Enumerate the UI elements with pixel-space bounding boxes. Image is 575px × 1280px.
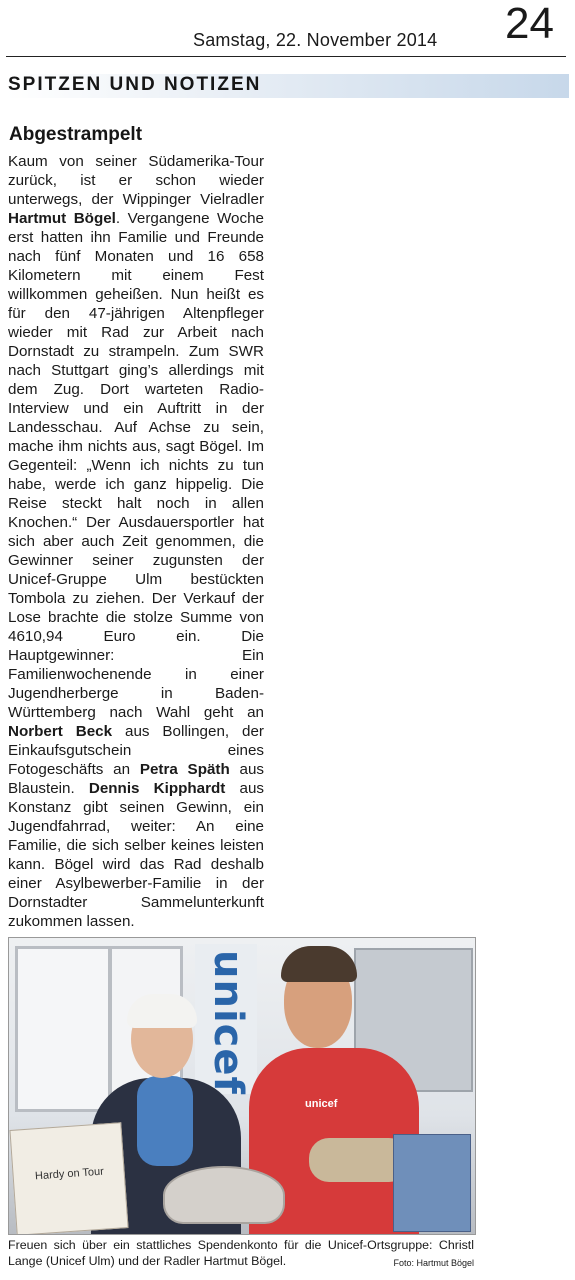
person-left-scarf bbox=[137, 1076, 193, 1166]
person-name: Norbert Beck bbox=[8, 723, 113, 740]
person-left-hair bbox=[127, 994, 197, 1028]
brochure-stand bbox=[393, 1134, 471, 1232]
person-name: Petra Späth bbox=[139, 761, 230, 778]
article-text: aus Bollingen, der Einkaufsgutschein eines Fotogeschäfts an bbox=[8, 723, 264, 778]
person-name: Hartmut Bögel bbox=[8, 210, 116, 227]
section-title: SPITZEN UND NOTIZEN bbox=[8, 74, 262, 95]
article-text: . Vergangene Woche erst hatten ihn Familie und Freunde nach fünf Monaten und 16 658 Kilometern mit einem Fest willkommen geheißen. Nun heißt es für den 47-jährigen Altenpfleger wieder mit Rad zur Arbeit nach Dornstadt zu strampeln. Zum SWR nach Stuttgart ging’s allerdings mit dem Zug. Dort warteten Radio-Interview und ein Auftritt in der Landesschau. Auf Achse zu sein, mache ihm nichts aus, sagt Bögel. Im Gegenteil: „Wenn ich nichts zu tun habe, werde ich ganz hippelig. Die Reise steckt halt noch in allen Knochen.“ Der Ausdauersportler hat sich aber auch Zeit genommen, die Gewinner seiner zugunsten der Unicef-Gruppe Ulm bestückten Tombola zu ziehen. Der Verkauf der Lose brachte die stolze Summe von 4610,94 Euro ein. Die Hauptgewinner: Ein Familienwochenende in einer Jugendherberge in Baden-Württemberg nach Wahl geht an bbox=[8, 210, 264, 721]
article-text: Kaum von seiner Südamerika-Tour zurück, ist er schon wieder unterwegs, der Wippinger Vielradler bbox=[8, 153, 264, 208]
article-photo bbox=[8, 937, 476, 1235]
article-body bbox=[8, 152, 264, 931]
article-paragraph bbox=[8, 152, 264, 931]
page-number: 24 bbox=[505, 0, 554, 48]
photo-window bbox=[15, 946, 111, 1112]
issue-date: Samstag, 22. November 2014 bbox=[193, 30, 438, 50]
caption-text: Freuen sich über ein stattliches Spendenkonto für die Unicef-Ortsgruppe: Christl Lange (Unicef Ulm) und der Radler Hartmut Bögel. bbox=[8, 1238, 474, 1268]
flyer-text: Hardy on Tour bbox=[34, 1165, 105, 1183]
page-header bbox=[0, 0, 575, 60]
person-name: Dennis Kipphardt bbox=[88, 780, 226, 797]
header-rule bbox=[6, 56, 566, 57]
shirt-logo-text: unicef bbox=[305, 1098, 338, 1110]
photo-caption bbox=[8, 1237, 474, 1271]
photo-credit: Foto: Hartmut Bögel bbox=[393, 1258, 474, 1268]
donation-bucket bbox=[163, 1166, 285, 1224]
article-text: aus Konstanz gibt seinen Gewinn, ein Jugendfahrrad, weiter: An eine Familie, die sich selber keines leisten kann. Bögel wird das Rad deshalb einer Asylbewerber-Familie in der Dornstadter Sammelunterkunft zukommen lassen. bbox=[8, 780, 264, 930]
person-right-hair bbox=[281, 946, 357, 982]
article-headline: Abgestrampelt bbox=[9, 124, 143, 145]
article-text: aus Blaustein. bbox=[8, 761, 264, 797]
banner-logo-text: unicef bbox=[205, 950, 251, 1095]
